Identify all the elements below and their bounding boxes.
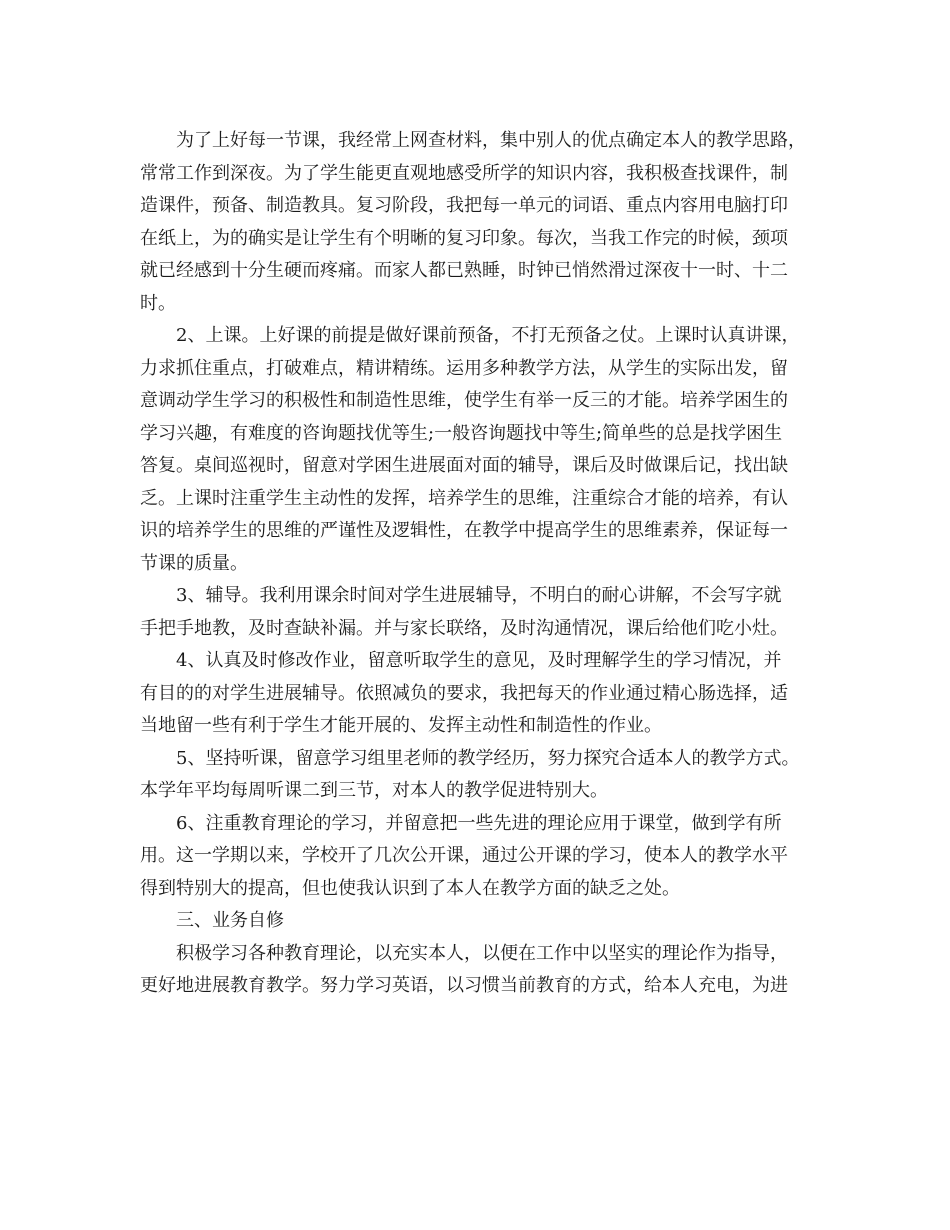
text-line: 常常工作到深夜。为了学生能更直观地感受所学的知识内容，我积极查找课件，制 xyxy=(140,162,788,184)
text-line: 学习兴趣，有难度的咨询题找优等生;一般咨询题找中等生;简单些的总是找学困生 xyxy=(140,422,783,444)
text-line: 本学年平均每周听课二到三节，对本人的教学促进特别大。 xyxy=(140,780,608,801)
text-line: 当地留一些有利于学生才能开展的、发挥主动性和制造性的作业。 xyxy=(140,715,662,736)
document-body xyxy=(140,125,812,1003)
text-line: 为了上好每一节课，我经常上网查材料，集中别人的优点确定本人的教学思路， xyxy=(176,130,806,151)
text-line: 就已经感到十分生硬而疼痛。而家人都已熟睡，时钟已悄然滑过深夜十一时、十二 xyxy=(140,260,788,281)
text-line: 意调动学生学习的积极性和制造性思维，使学生有举一反三的才能。培养学困生的 xyxy=(140,390,788,411)
text-line: 手把手地教，及时查缺补漏。并与家长联络，及时沟通情况，课后给他们吃小灶。 xyxy=(140,617,788,639)
text-line: 更好地进展教育教学。努力学习英语，以习惯当前教育的方式，给本人充电，为进 xyxy=(140,975,788,996)
text-line: 有目的的对学生进展辅导。依照减负的要求，我把每天的作业通过精心肠选择，适 xyxy=(140,682,788,704)
text-line: 答复。桌间巡视时，留意对学困生进展面对面的辅导，课后及时做课后记，找出缺 xyxy=(140,455,788,476)
text-line: 造课件，预备、制造教具。复习阶段，我把每一单元的词语、重点内容用电脑打印 xyxy=(140,195,788,216)
text-line: 力求抓住重点，打破难点，精讲精练。运用多种教学方法，从学生的实际出发，留 xyxy=(140,357,788,379)
text-line: 3、辅导。我利用课余时间对学生进展辅导，不明白的耐心讲解，不会写字就 xyxy=(176,585,782,606)
text-line: 得到特别大的提高，但也使我认识到了本人在教学方面的缺乏之处。 xyxy=(140,877,680,899)
section-heading: 三、业务自修 xyxy=(176,910,284,931)
text-line: 5、坚持听课，留意学习组里老师的教学经历，努力探究合适本人的教学方式。 xyxy=(176,747,800,769)
text-line: 用。这一学期以来，学校开了几次公开课，通过公开课的学习，使本人的教学水平 xyxy=(140,845,788,866)
text-line: 在纸上，为的确实是让学生有个明晰的复习印象。每次，当我工作完的时候，颈项 xyxy=(140,227,788,249)
text-line: 节课的质量。 xyxy=(140,552,248,574)
text-line: 6、注重教育理论的学习，并留意把一些先进的理论应用于课堂，做到学有所 xyxy=(176,812,782,834)
text-line: 乏。上课时注重学生主动性的发挥，培养学生的思维，注重综合才能的培养，有认 xyxy=(140,487,788,509)
text-line: 4、认真及时修改作业，留意听取学生的意见，及时理解学生的学习情况，并 xyxy=(176,650,782,671)
text-line: 识的培养学生的思维的严谨性及逻辑性，在教学中提高学生的思维素养，保证每一 xyxy=(140,520,788,541)
text-line: 积极学习各种教育理论，以充实本人，以便在工作中以坚实的理论作为指导， xyxy=(176,942,788,964)
text-line: 2、上课。上好课的前提是做好课前预备，不打无预备之仗。上课时认真讲课， xyxy=(176,325,800,346)
text-line: 时。 xyxy=(140,292,176,314)
